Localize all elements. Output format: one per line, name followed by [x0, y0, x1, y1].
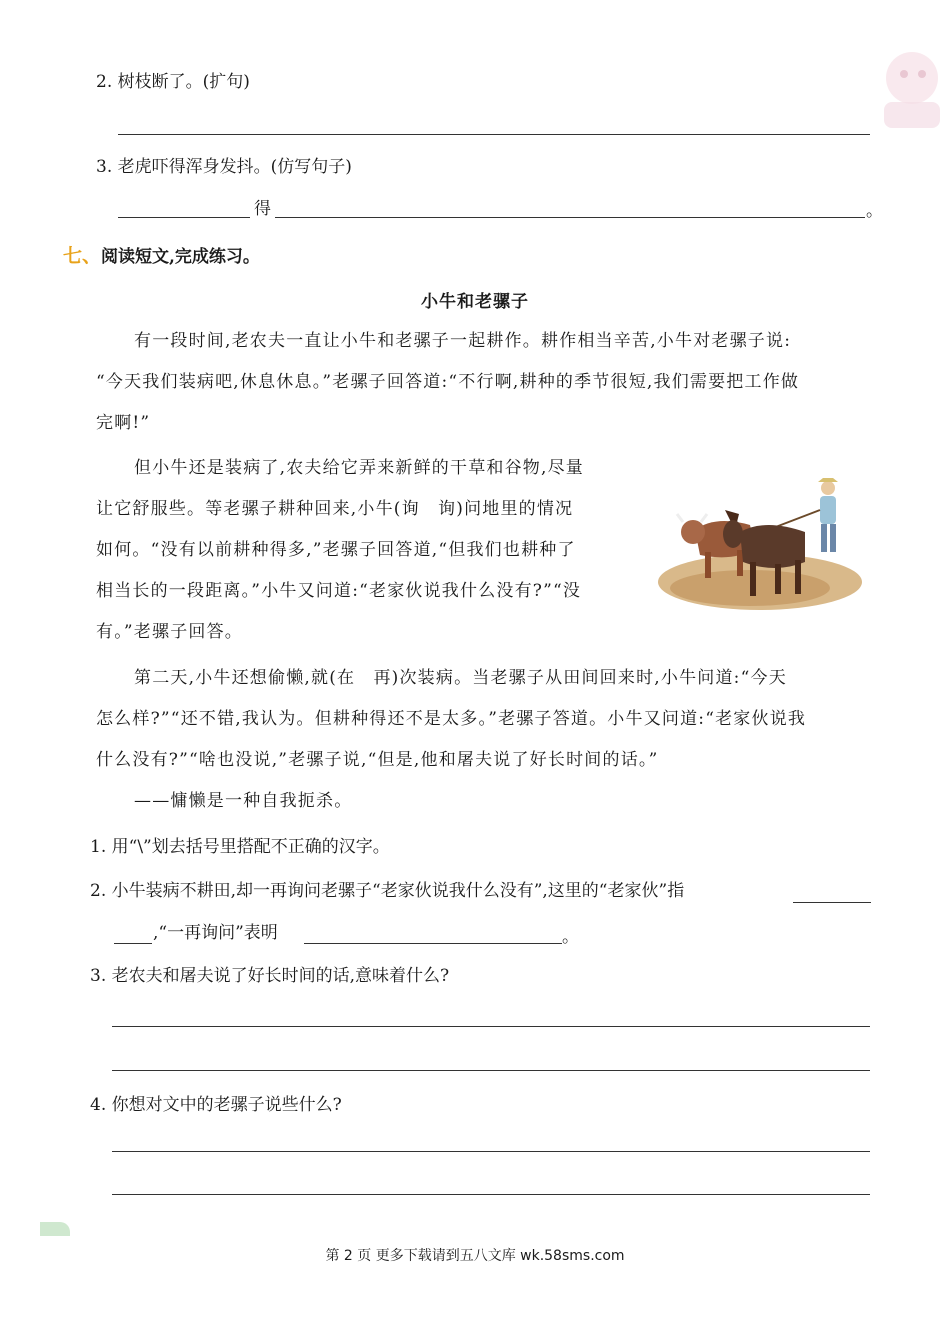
corner-decoration	[840, 40, 950, 130]
story-moral: ——慵懒是一种自我扼杀。	[134, 791, 353, 811]
section-title: 阅读短文,完成练习。	[101, 247, 260, 267]
story-paragraph-2	[96, 448, 584, 653]
story-line: 什么没有?”“啥也没说,”老骡子说,“但是,他和屠夫说了好长时间的话。”	[96, 750, 659, 770]
answer-line-e2-b[interactable]	[114, 943, 152, 944]
story-line: 如何。“没有以前耕种得多,”老骡子回答道,“但我们也耕种了	[96, 540, 576, 560]
page-footer: 第 2 页 更多下载请到五八文库 wk.58sms.com	[325, 1248, 625, 1264]
answer-line-e2-c[interactable]	[304, 943, 562, 944]
answer-line-e2-a[interactable]	[793, 902, 871, 903]
answer-line-e4-a[interactable]	[112, 1151, 870, 1152]
question-3-end-punct: 。	[866, 201, 883, 221]
story-line: 怎么样?”“还不错,我认为。但耕种得还不是太多。”老骡子答道。小牛又问道:“老家伙说我	[96, 709, 807, 729]
question-3: 3. 老虎吓得浑身发抖。(仿写句子)	[96, 157, 352, 177]
farmer-ox-mule-illustration	[655, 470, 870, 615]
answer-line-e3-a[interactable]	[112, 1026, 870, 1027]
story-line: 有。”老骡子回答。	[96, 622, 243, 642]
story-line: 但小牛还是装病了,农夫给它弄来新鲜的干草和谷物,尽量	[134, 458, 585, 478]
exercise-1: 1. 用“\”划去括号里搭配不正确的汉字。	[90, 837, 390, 857]
story-line: 第二天,小牛还想偷懒,就(在 再)次装病。当老骡子从田间回来时,小牛问道:“今天	[134, 668, 787, 688]
story-line: 相当长的一段距离。”小牛又问道:“老家伙说我什么没有?”“没	[96, 581, 582, 601]
answer-line-e4-b[interactable]	[112, 1194, 870, 1195]
page-corner-decoration	[40, 1222, 70, 1236]
exercise-2-continued: ,“一再询问”表明	[153, 923, 278, 943]
story-paragraph-3	[96, 658, 806, 781]
story-line: 有一段时间,老农夫一直让小牛和老骡子一起耕作。耕作相当辛苦,小牛对老骡子说:	[134, 331, 792, 351]
story-line: 让它舒服些。等老骡子耕种回来,小牛(询 询)问地里的情况	[96, 499, 574, 519]
story-paragraph-1	[96, 321, 799, 444]
answer-line-q3-b[interactable]	[275, 217, 865, 218]
question-2: 2. 树枝断了。(扩句)	[96, 72, 250, 92]
answer-line-e3-b[interactable]	[112, 1070, 870, 1071]
exercise-4: 4. 你想对文中的老骡子说些什么?	[90, 1095, 342, 1115]
answer-line-q2[interactable]	[118, 134, 870, 135]
exercise-2: 2. 小牛装病不耕田,却一再询问老骡子“老家伙说我什么没有”,这里的“老家伙”指	[90, 881, 685, 901]
exercise-3: 3. 老农夫和屠夫说了好长时间的话,意味着什么?	[90, 966, 450, 986]
story-line: “今天我们装病吧,休息休息。”老骡子回答道:“不行啊,耕种的季节很短,我们需要把工作做	[96, 372, 800, 392]
story-line: 完啊!”	[96, 413, 151, 433]
answer-line-q3-a[interactable]	[118, 217, 250, 218]
question-3-mid-char: 得	[254, 199, 271, 219]
exercise-2-end-punct: 。	[562, 927, 579, 947]
section-number: 七、	[63, 245, 102, 267]
story-title: 小牛和老骡子	[421, 292, 529, 312]
section-heading	[63, 241, 260, 268]
